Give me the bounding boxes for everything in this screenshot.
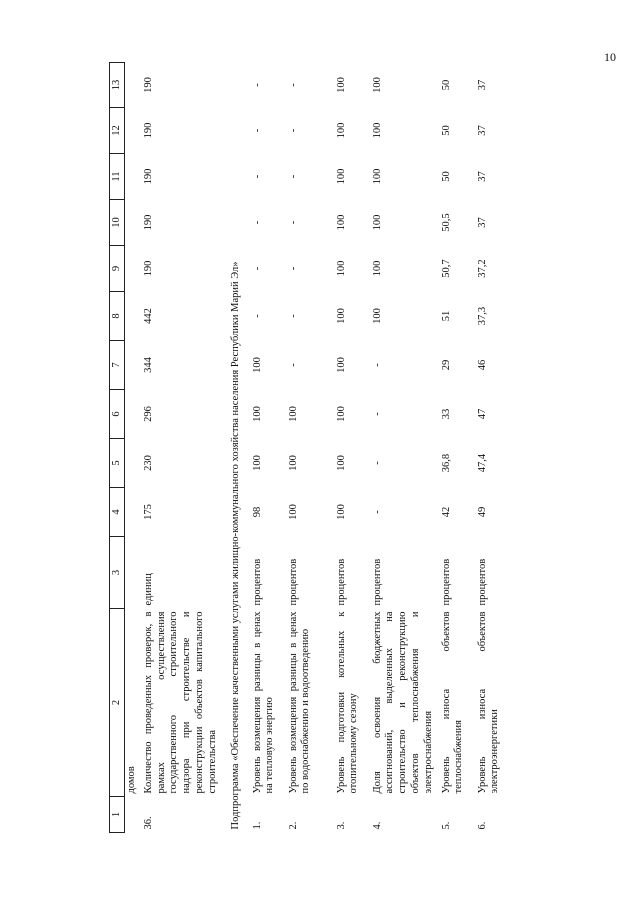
carry-over-row — [125, 63, 140, 833]
value-cell: 49 — [476, 506, 488, 518]
value-cell: - — [287, 363, 299, 367]
value-cell: 50,7 — [440, 259, 452, 278]
value-cell: - — [251, 266, 263, 271]
value-cell: - — [371, 412, 383, 416]
value-cell: 100 — [371, 168, 383, 185]
table-row — [333, 63, 369, 833]
value-cell: - — [287, 220, 299, 225]
value-cell: 100 — [335, 455, 347, 471]
value-cell: 100 — [371, 77, 383, 93]
value-cell: - — [371, 461, 383, 465]
value-cell: 100 — [335, 260, 347, 277]
value-cell: 100 — [335, 357, 347, 373]
indicator-unit: процентов — [287, 558, 299, 606]
col-header: 13 — [110, 63, 125, 108]
col-header: 7 — [110, 341, 125, 390]
value-cell: 50 — [440, 125, 452, 136]
value-cell: - — [251, 220, 263, 225]
value-cell: 47 — [476, 408, 488, 420]
value-cell: - — [287, 83, 299, 87]
subprogram-title: Подпрограмма «Обеспечение качественными услугами жилищно-коммунального хозяйства населения Республики Марий Эл» — [229, 261, 241, 830]
value-cell: - — [251, 314, 263, 318]
value-cell: 100 — [335, 168, 347, 185]
col-header: 2 — [110, 609, 125, 797]
indicator-name: Уровень износа объектов теплоснабжения — [440, 611, 465, 794]
col-header: 11 — [110, 154, 125, 200]
value-cell: 36,8 — [440, 453, 452, 473]
header-row — [110, 63, 125, 833]
value-cell: 175 — [142, 504, 154, 520]
value-cell: 100 — [335, 406, 347, 422]
value-cell: 47,4 — [476, 453, 488, 473]
col-header: 9 — [110, 246, 125, 292]
value-cell: 100 — [287, 406, 299, 422]
row-number: 4. — [371, 821, 383, 830]
value-cell: 100 — [371, 308, 383, 324]
subprogram-row — [224, 63, 249, 833]
value-cell: 100 — [251, 357, 263, 373]
value-cell: - — [287, 314, 299, 318]
value-cell: 37 — [476, 79, 488, 91]
value-cell: 100 — [335, 214, 347, 231]
value-cell: - — [371, 510, 383, 514]
col-header: 4 — [110, 488, 125, 537]
value-cell: 100 — [371, 214, 383, 231]
value-cell: 190 — [142, 168, 154, 185]
value-cell: 100 — [335, 308, 347, 324]
row-number: 2. — [287, 821, 299, 830]
page-number: 10 — [604, 50, 616, 64]
table-row — [369, 63, 438, 833]
col-header: 8 — [110, 292, 125, 341]
value-cell: 100 — [335, 122, 347, 139]
indicator-unit: процентов — [371, 558, 383, 606]
col-header: 3 — [110, 537, 125, 609]
table-row — [474, 63, 510, 833]
value-cell: - — [251, 174, 263, 179]
indicator-name: Количество проведенных проверок, в рамках осуществления государственного строительного надзора при строительстве и реконструкции объектов капитального строительства — [142, 611, 218, 794]
value-cell: 50,5 — [440, 213, 452, 232]
table-row — [140, 63, 224, 833]
indicator-unit: процентов — [440, 558, 452, 606]
value-cell: 190 — [142, 122, 154, 139]
value-cell: 296 — [142, 406, 154, 422]
indicator-unit: процентов — [476, 558, 488, 606]
indicator-unit: процентов — [335, 558, 347, 606]
value-cell: 37 — [476, 171, 488, 182]
indicator-name: Уровень возмещения разницы в ценах по водоснабжению и водоотведению — [287, 611, 312, 794]
row-number: 5. — [440, 821, 452, 830]
value-cell: 46 — [476, 359, 488, 371]
value-cell: - — [287, 174, 299, 179]
row-number: 3. — [335, 821, 347, 830]
value-cell: 37 — [476, 217, 488, 228]
value-cell: 100 — [371, 122, 383, 139]
row-number: 6. — [476, 821, 488, 830]
carry-over-text: домов — [126, 766, 137, 794]
table-row — [438, 63, 474, 833]
value-cell: 344 — [142, 357, 154, 373]
value-cell: 42 — [440, 506, 452, 518]
table-row — [285, 63, 333, 833]
value-cell: 100 — [371, 260, 383, 277]
value-cell: 50 — [440, 171, 452, 182]
value-cell: 100 — [287, 455, 299, 471]
value-cell: - — [287, 128, 299, 133]
value-cell: 190 — [142, 260, 154, 277]
value-cell: 100 — [251, 455, 263, 471]
value-cell: 37,3 — [476, 306, 488, 326]
value-cell: 100 — [335, 77, 347, 93]
value-cell: 37 — [476, 125, 488, 136]
value-cell: 190 — [142, 77, 154, 93]
value-cell: 100 — [251, 406, 263, 422]
indicator-name: Уровень износа объектов электроэнергетики — [476, 611, 501, 794]
value-cell: 29 — [440, 359, 452, 371]
col-header: 12 — [110, 108, 125, 154]
value-cell: 33 — [440, 408, 452, 420]
value-cell: 190 — [142, 214, 154, 231]
value-cell: 51 — [440, 310, 452, 322]
indicator-name: Доля освоения бюджетных ассигнований, выделенных на строительство и реконструкцию объектов теплоснабжения и электроснабжения — [371, 611, 434, 794]
rotated-table-container — [109, 63, 579, 833]
row-number: 1. — [251, 821, 263, 830]
value-cell: - — [251, 83, 263, 87]
col-header: 10 — [110, 200, 125, 246]
indicator-unit: процентов — [251, 558, 263, 606]
value-cell: 100 — [287, 504, 299, 520]
table-row — [249, 63, 285, 833]
col-header: 5 — [110, 439, 125, 488]
indicator-name: Уровень подготовки котельных к отопительному сезону — [335, 611, 360, 794]
value-cell: 442 — [142, 308, 154, 324]
col-header: 6 — [110, 390, 125, 439]
value-cell: 100 — [335, 504, 347, 520]
value-cell: - — [287, 266, 299, 271]
value-cell: 37,2 — [476, 259, 488, 278]
indicators-table — [109, 62, 510, 833]
value-cell: - — [251, 128, 263, 133]
col-header: 1 — [110, 797, 125, 833]
row-number: 36. — [142, 816, 154, 830]
value-cell: - — [371, 363, 383, 367]
value-cell: 50 — [440, 79, 452, 91]
indicator-name: Уровень возмещения разницы в ценах на тепловую энергию — [251, 611, 276, 794]
indicator-unit: единиц — [142, 573, 154, 606]
value-cell: 98 — [251, 506, 263, 518]
value-cell: 230 — [142, 455, 154, 471]
